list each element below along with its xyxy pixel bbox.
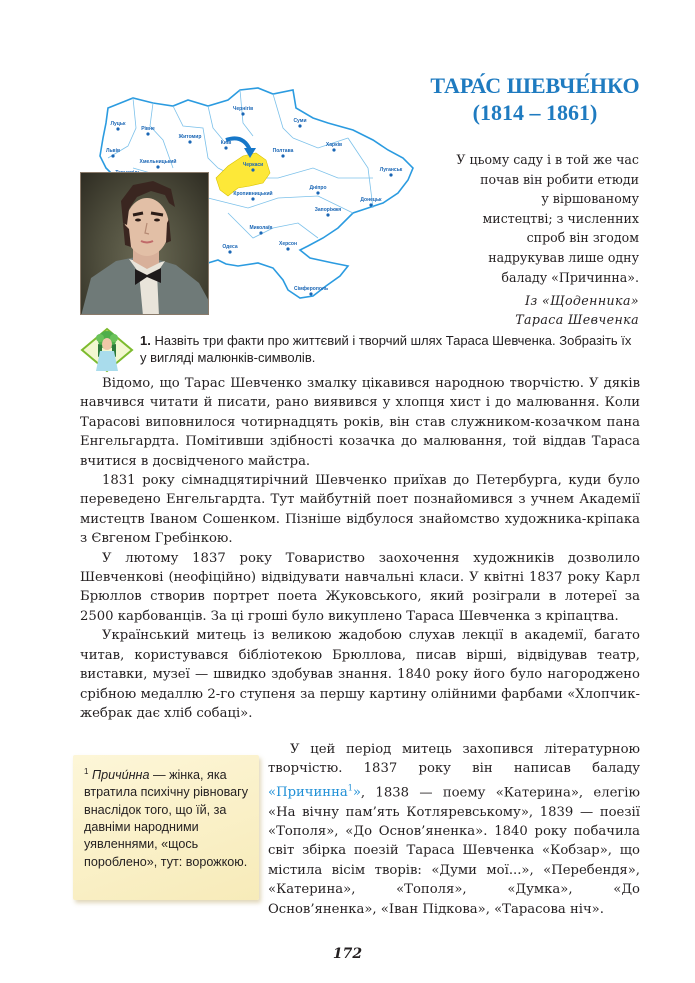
city-label: Запоріжжя [314, 207, 342, 213]
paragraph-text: У цей період митець захопився літературною творчістю. 1837 року він написав баладу [268, 742, 640, 777]
city-dot-icon [116, 127, 119, 130]
paragraph-text: , 1838 — поему «Катерина», елегію «На вічну пам’ять Котляревському», 1839 — поезії «Тополя», «До Основ’яненка». 1840 року побачила світ збірка поезій Тараса Шевченка «Кобзар», що містила вісім творів: «Думи мої...», «Перебендя», «Катерина», «Тополя», «Думка», «До Основ’яненка», «Іван Підкова», «Тарасова ніч». [268, 785, 640, 917]
city-dot-icon [251, 168, 254, 171]
epigraph-line: баладу «Причинна». [501, 269, 639, 285]
author-years: (1814 – 1861) [472, 100, 598, 125]
city-dot-icon [188, 140, 191, 143]
task-text [140, 332, 640, 366]
footnote-term: Причи́нна [91, 768, 150, 783]
footnote-link-prychynna[interactable] [268, 785, 361, 800]
city-label: Одеса [222, 244, 238, 250]
paragraph [268, 740, 640, 919]
epigraph [425, 150, 639, 287]
portrait-taras-shevchenko [80, 172, 209, 315]
mascot-girl-icon [80, 327, 135, 373]
city-label: Сімферополь [293, 286, 329, 292]
city-dot-icon [389, 173, 392, 176]
city-label: Дніпро [309, 185, 327, 191]
footnote-box [73, 755, 259, 900]
city-dot-icon [228, 250, 231, 253]
link-close[interactable]: » [352, 785, 361, 801]
city-label: Донецьк [360, 197, 382, 203]
epigraph-line: у віршованому [541, 191, 639, 207]
city-label: Київ [220, 140, 232, 146]
author-name: ТАРА́С ШЕВЧЕ́НКО [430, 73, 640, 98]
city-label: Херсон [278, 241, 298, 247]
epigraph-line: мистецтві; з численних [482, 210, 639, 226]
city-label: Луганськ [379, 167, 403, 173]
page-title [430, 72, 640, 126]
paragraph: Відомо, що Тарас Шевченко змалку цікавився народною творчістю. У дяків навчився читати й писати, рано виявився у хлопця хист і до малювання. Коли Тарасові виповнилося чотирнадцять років, він став служником-козачком пана Енгельгардта. Помітивши здібності козачка до малювання, той віддав Тараса вчитися в досвідченого майстра. [80, 376, 640, 469]
footnote-marker: 1 [84, 767, 89, 776]
city-dot-icon [259, 231, 262, 234]
city-dot-icon [286, 247, 289, 250]
city-label: Полтава [272, 148, 294, 154]
city-label: Черкаси [242, 162, 264, 168]
city-dot-icon [369, 203, 372, 206]
city-label: Миколаїв [249, 225, 273, 231]
literary-work-paragraph [268, 740, 640, 919]
city-dot-icon [332, 148, 335, 151]
paragraph: 1831 року сімнадцятирічний Шевченко приїхав до Петербурга, куди було переведено Енгельгардта. Тут майбутній поет познайомився з учнем Академії мистецтв Іваном Сошенком. Пізніше відбулося знайомство художника-кріпака з Євгеном Гребінкою. [80, 473, 640, 547]
body-text [80, 374, 640, 723]
city-dot-icon [241, 112, 244, 115]
city-dot-icon [326, 213, 329, 216]
epigraph-line: надрукував лише одну [488, 249, 639, 265]
city-dot-icon [156, 165, 159, 168]
footnote-ref[interactable]: 1 [347, 783, 353, 793]
city-label: Кропивницький [233, 191, 273, 197]
footnote-definition: — жінка, яка втратила психічну рівновагу внаслідок того, що їй, за давніми народними уявленнями, «щось пороблено», тут: ворожкою. [84, 768, 249, 869]
paragraph: Український митець із великою жадобою слухав лекції в академії, багато читав, користувався бібліотекою Брюллова, писав вірші, відвідував театр, виставки, музеї — швидко здобував знання. 1840 року його було нагороджено срібною медаллю 2-го ступеня за першу картину олійними фарбами «Хлопчик-жебрак дає хліб собаці». [80, 628, 640, 721]
city-label: Луцьк [110, 121, 126, 127]
link-text[interactable]: «Причинна [268, 785, 348, 801]
epigraph-line: У цьому саду і в той же час [456, 152, 639, 167]
epigraph-source-line: Із «Щоденника» [525, 293, 639, 308]
task-number: 1. [140, 333, 151, 348]
city-dot-icon [251, 197, 254, 200]
city-dot-icon [146, 132, 149, 135]
city-dot-icon [298, 124, 301, 127]
city-dot-icon [309, 292, 312, 295]
city-label: Харків [325, 142, 343, 148]
page-number: 172 [332, 946, 363, 962]
portrait-graphic [81, 173, 209, 315]
paragraph: У лютому 1837 року Товариство заохочення художників дозволило Шевченкові (неофіційно) відвідувати навчальні класи. У квітні 1837 року Карл Брюллов створив портрет поета Жуковського, який розіграли в лотереї за 2500 карбованців. За ці гроші було викуплено Тараса Шевченка з кріпацтва. [80, 550, 640, 624]
city-dot-icon [111, 154, 114, 157]
city-label: Житомир [178, 134, 202, 140]
city-label: Суми [293, 118, 307, 124]
city-dot-icon [281, 154, 284, 157]
city-dot-icon [224, 146, 227, 149]
city-dot-icon [316, 191, 319, 194]
task-instruction: Назвіть три факти про життєвий і творчий шлях Тараса Шевченка. Зобразіть їх у вигляді малюнків-символів. [140, 333, 632, 365]
epigraph-source-line: Тараса Шевченка [515, 312, 639, 327]
city-label: Чернігів [232, 106, 254, 112]
city-label: Львів [105, 148, 121, 154]
city-label: Рівне [141, 126, 155, 132]
task-block [80, 327, 640, 373]
epigraph-source [425, 291, 639, 329]
city-label: Хмельницький [139, 159, 177, 165]
epigraph-line: почав він робити етюди [480, 171, 639, 187]
epigraph-line: спроб він згодом [526, 230, 639, 246]
